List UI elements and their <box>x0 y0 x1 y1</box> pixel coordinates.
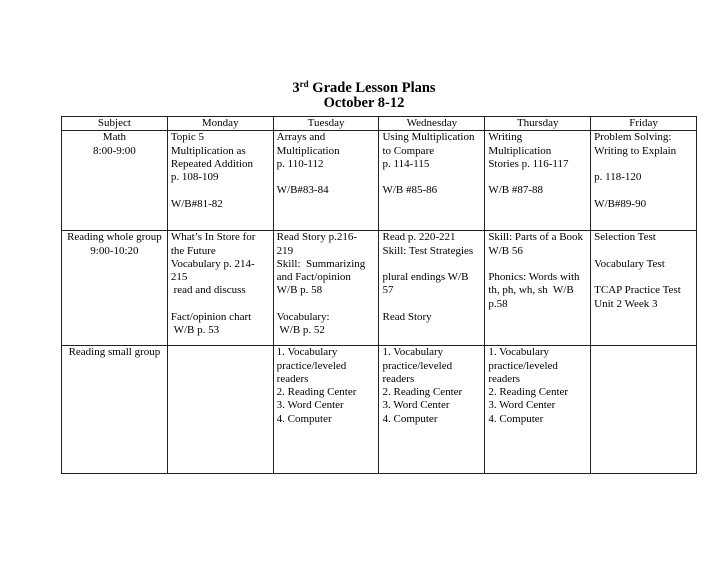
title-text: Grade Lesson Plans <box>308 80 436 96</box>
cell-subject: Math 8:00-9:00 <box>62 131 168 231</box>
lesson-plan-table <box>61 116 697 474</box>
document-title <box>0 81 728 96</box>
cell-tuesday: Read Story p.216- 219 Skill: Summarizing and Fact/opinion W/B p. 58 Vocabulary: W/B p. 52 <box>273 231 379 346</box>
document-dates: October 8-12 <box>323 95 405 111</box>
cell-wednesday: 1. Vocabulary practice/leveled readers 2. Reading Center 3. Word Center 4. Computer <box>379 346 485 474</box>
table-row-reading-small-group <box>62 346 697 474</box>
cell-wednesday: Read p. 220-221 Skill: Test Strategies plural endings W/B 57 Read Story <box>379 231 485 346</box>
cell-monday <box>167 346 273 474</box>
table-row-math <box>62 131 697 231</box>
cell-subject: Reading small group <box>62 346 168 474</box>
cell-tuesday: Arrays and Multiplication p. 110-112 W/B#83-84 <box>273 131 379 231</box>
cell-monday: What’s In Store for the Future Vocabulary p. 214- 215 read and discuss Fact/opinion chart W/B p. 53 <box>167 231 273 346</box>
title-superscript: rd <box>299 79 309 89</box>
header-monday: Monday <box>167 117 273 131</box>
cell-friday: Selection Test Vocabulary Test TCAP Practice Test Unit 2 Week 3 <box>591 231 697 346</box>
table-row-reading-whole-group <box>62 231 697 346</box>
cell-friday: Problem Solving: Writing to Explain p. 118-120 W/B#89-90 <box>591 131 697 231</box>
header-subject: Subject <box>62 117 168 131</box>
title-grade: 3 <box>292 80 300 96</box>
header-row <box>62 117 697 131</box>
cell-subject: Reading whole group 9:00-10:20 <box>62 231 168 346</box>
header-tuesday: Tuesday <box>273 117 379 131</box>
cell-tuesday: 1. Vocabulary practice/leveled readers 2. Reading Center 3. Word Center 4. Computer <box>273 346 379 474</box>
cell-wednesday: Using Multiplication to Compare p. 114-115 W/B #85-86 <box>379 131 485 231</box>
header-wednesday: Wednesday <box>379 117 485 131</box>
cell-thursday: 1. Vocabulary practice/leveled readers 2. Reading Center 3. Word Center 4. Computer <box>485 346 591 474</box>
cell-friday <box>591 346 697 474</box>
cell-thursday: Skill: Parts of a Book W/B 56 Phonics: Words with th, ph, wh, sh W/B p.58 <box>485 231 591 346</box>
header-friday: Friday <box>591 117 697 131</box>
cell-thursday: Writing Multiplication Stories p. 116-117 W/B #87-88 <box>485 131 591 231</box>
cell-monday: Topic 5 Multiplication as Repeated Addition p. 108-109 W/B#81-82 <box>167 131 273 231</box>
header-thursday: Thursday <box>485 117 591 131</box>
